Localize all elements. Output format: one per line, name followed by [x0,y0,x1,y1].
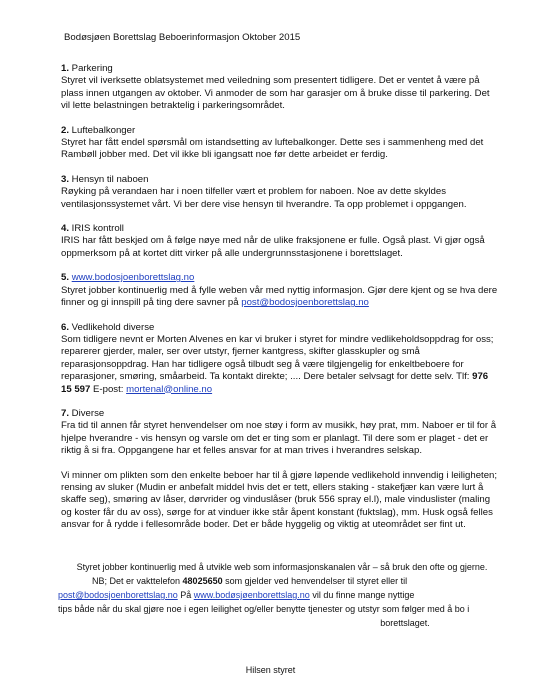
email-label: E-post: [90,383,127,395]
footer-text: som gjelder ved henvendelser til styret eller til [222,576,408,586]
footer-note [58,560,506,630]
section-hensyn [61,174,501,211]
footer-line: Styret jobber kontinuerlig med å utvikle web som informasjonskanalen vår – så bruk den ofte og gjerne. [76,562,488,572]
footer-text: På [177,590,194,600]
section-number: 4. [61,223,70,235]
footer-website-link[interactable]: www.bodøsjøenborettslag.no [193,590,310,600]
footer-line: tips både når du skal gjøre noe i egen leilighet og/eller benytte tjenester og utstyr som følger med å bo i [58,604,470,614]
section-title [61,223,501,235]
section-title-text: IRIS kontroll [69,223,124,235]
section-text: Fra tid til annen får styret henvendelser om noe støy i form av musikk, høy prat, mm. Naboer er til for å hjelpe hverandre - vis hensyn og varsle om det er ting som er planlagt. Til dere som er plaget - det er riktig å si fra. Oppgangene har et felles ansvar for at man trives i hverandres selskap. [61,420,497,457]
contact-phone: 976 15 597 [61,371,489,395]
section-title-text: Hensyn til naboen [69,173,149,185]
signoff: Hilsen styret [245,665,296,675]
post-email-link[interactable]: post@bodosjoenborettslag.no [241,297,369,309]
section-title [61,125,501,137]
section-luftebalkonger [61,125,501,162]
section-text: IRIS har fått beskjed om å følge nøye med når de ulike fraksjonene er fulle. Også plast. Vi gjør også oppmerksom på at kortet ditt virker på alle undergrunnsstasjonene i borettslaget. [61,235,485,259]
section-text: Styret vil iverksette oblatsystemet med veiledning som presentert tidligere. Det er ventet å være på plass innen utgangen av oktober. Vi anmoder de som har garasjer om å bruke disse til parkering. Det vil lette belastningen betraktelig i parkeringsområdet. [61,75,490,112]
section-diverse [61,408,501,458]
section-title [61,272,501,284]
section-title-text: Diverse [69,407,105,419]
website-link[interactable]: www.bodosjoenborettslag.no [71,272,195,284]
footer-email-link[interactable]: post@bodosjoenborettslag.no [58,590,178,600]
section-parkering [61,63,501,113]
closing-paragraph: Vi minner om plikten som den enkelte beboer har til å gjøre løpende vedlikehold innvendig i leiligheten; rensing av sluker (Mudin er anbefalt middel hvis det er tett, ellers staking - stakefjær kan være lurt å skaffe seg), smøring av låser, dørvrider og vinduslåser (bruk 556 spray el.l), male vinduslister (maling og koster får du av oss), sørge for at vinduer ikke står åpent konstant (fuktslag), mm. Husk også felles ansvar for å rydde i fellesområde boder. Det er både hyggelig og viktig at uteområdet ser fint ut. [61,469,498,531]
section-number: 7. [61,407,70,419]
section-title [61,408,501,420]
section-title [61,63,501,75]
footer-line [58,574,506,588]
section-web [61,272,501,309]
footer-text: NB; Det er vakttelefon [92,576,183,586]
section-number: 6. [61,321,70,333]
duty-phone: 48025650 [182,576,223,586]
footer-line [58,588,506,602]
section-text [61,285,501,310]
document-header: Bodøsjøen Borettslag Beboerinformasjon Oktober 2015 [64,32,301,43]
footer-text: vil du finne mange nyttige [309,590,415,600]
contact-email-link[interactable]: mortenal@online.no [126,383,213,395]
section-title-text: Vedlikehold diverse [69,321,155,333]
section-text: Styret har fått endel spørsmål om istandsetting av luftebalkonger. Dette ses i sammenheng med det Rambøll jobber med. Det vil ikke bli igangsatt noe før dette arbeidet er ferdig. [61,137,484,161]
section-text-body: Som tidligere nevnt er Morten Alvenes en kar vi bruker i styret for mindre vedlikeholdsoppdrag for oss; reparerer gjerder, maler, ser over utstyr, fjerner kantgress, skifter glasskupler og små reparasjonsoppdrag. Han har tidligere også tilbudt seg å være tilgjengelig for enkeltbeboere for reparasjoner, smøring, småarbeid. Ta kontakt direkte; .... Dere betaler selvsagt for dette selv. Tlf: [61,333,494,383]
section-iris [61,223,501,260]
section-title-text: Luftebalkonger [69,124,136,136]
section-vedlikehold [61,322,501,396]
section-title-text: Parkering [69,63,113,74]
section-title [61,322,501,334]
document-body [61,63,501,544]
section-text: Røyking på verandaen har i noen tilfeller vært et problem for naboen. Noe av dette skyldes ventilasjonssystemet vårt. Vi ber dere vise hensyn til hverandre. Ta opp problemet i oppgangen. [61,186,467,210]
section-number: 5. [61,272,70,284]
section-number: 1. [61,63,70,74]
footer-line: borettslaget. [380,618,430,628]
section-text [61,334,501,396]
section-text-body: Styret jobber kontinuerlig med å fylle weben vår med nyttig informasjon. Gjør dere kjent og se hva dere finner og gi innspill på ting dere savner på [61,284,498,309]
section-title [61,174,501,186]
section-number: 3. [61,173,70,185]
section-number: 2. [61,124,70,136]
